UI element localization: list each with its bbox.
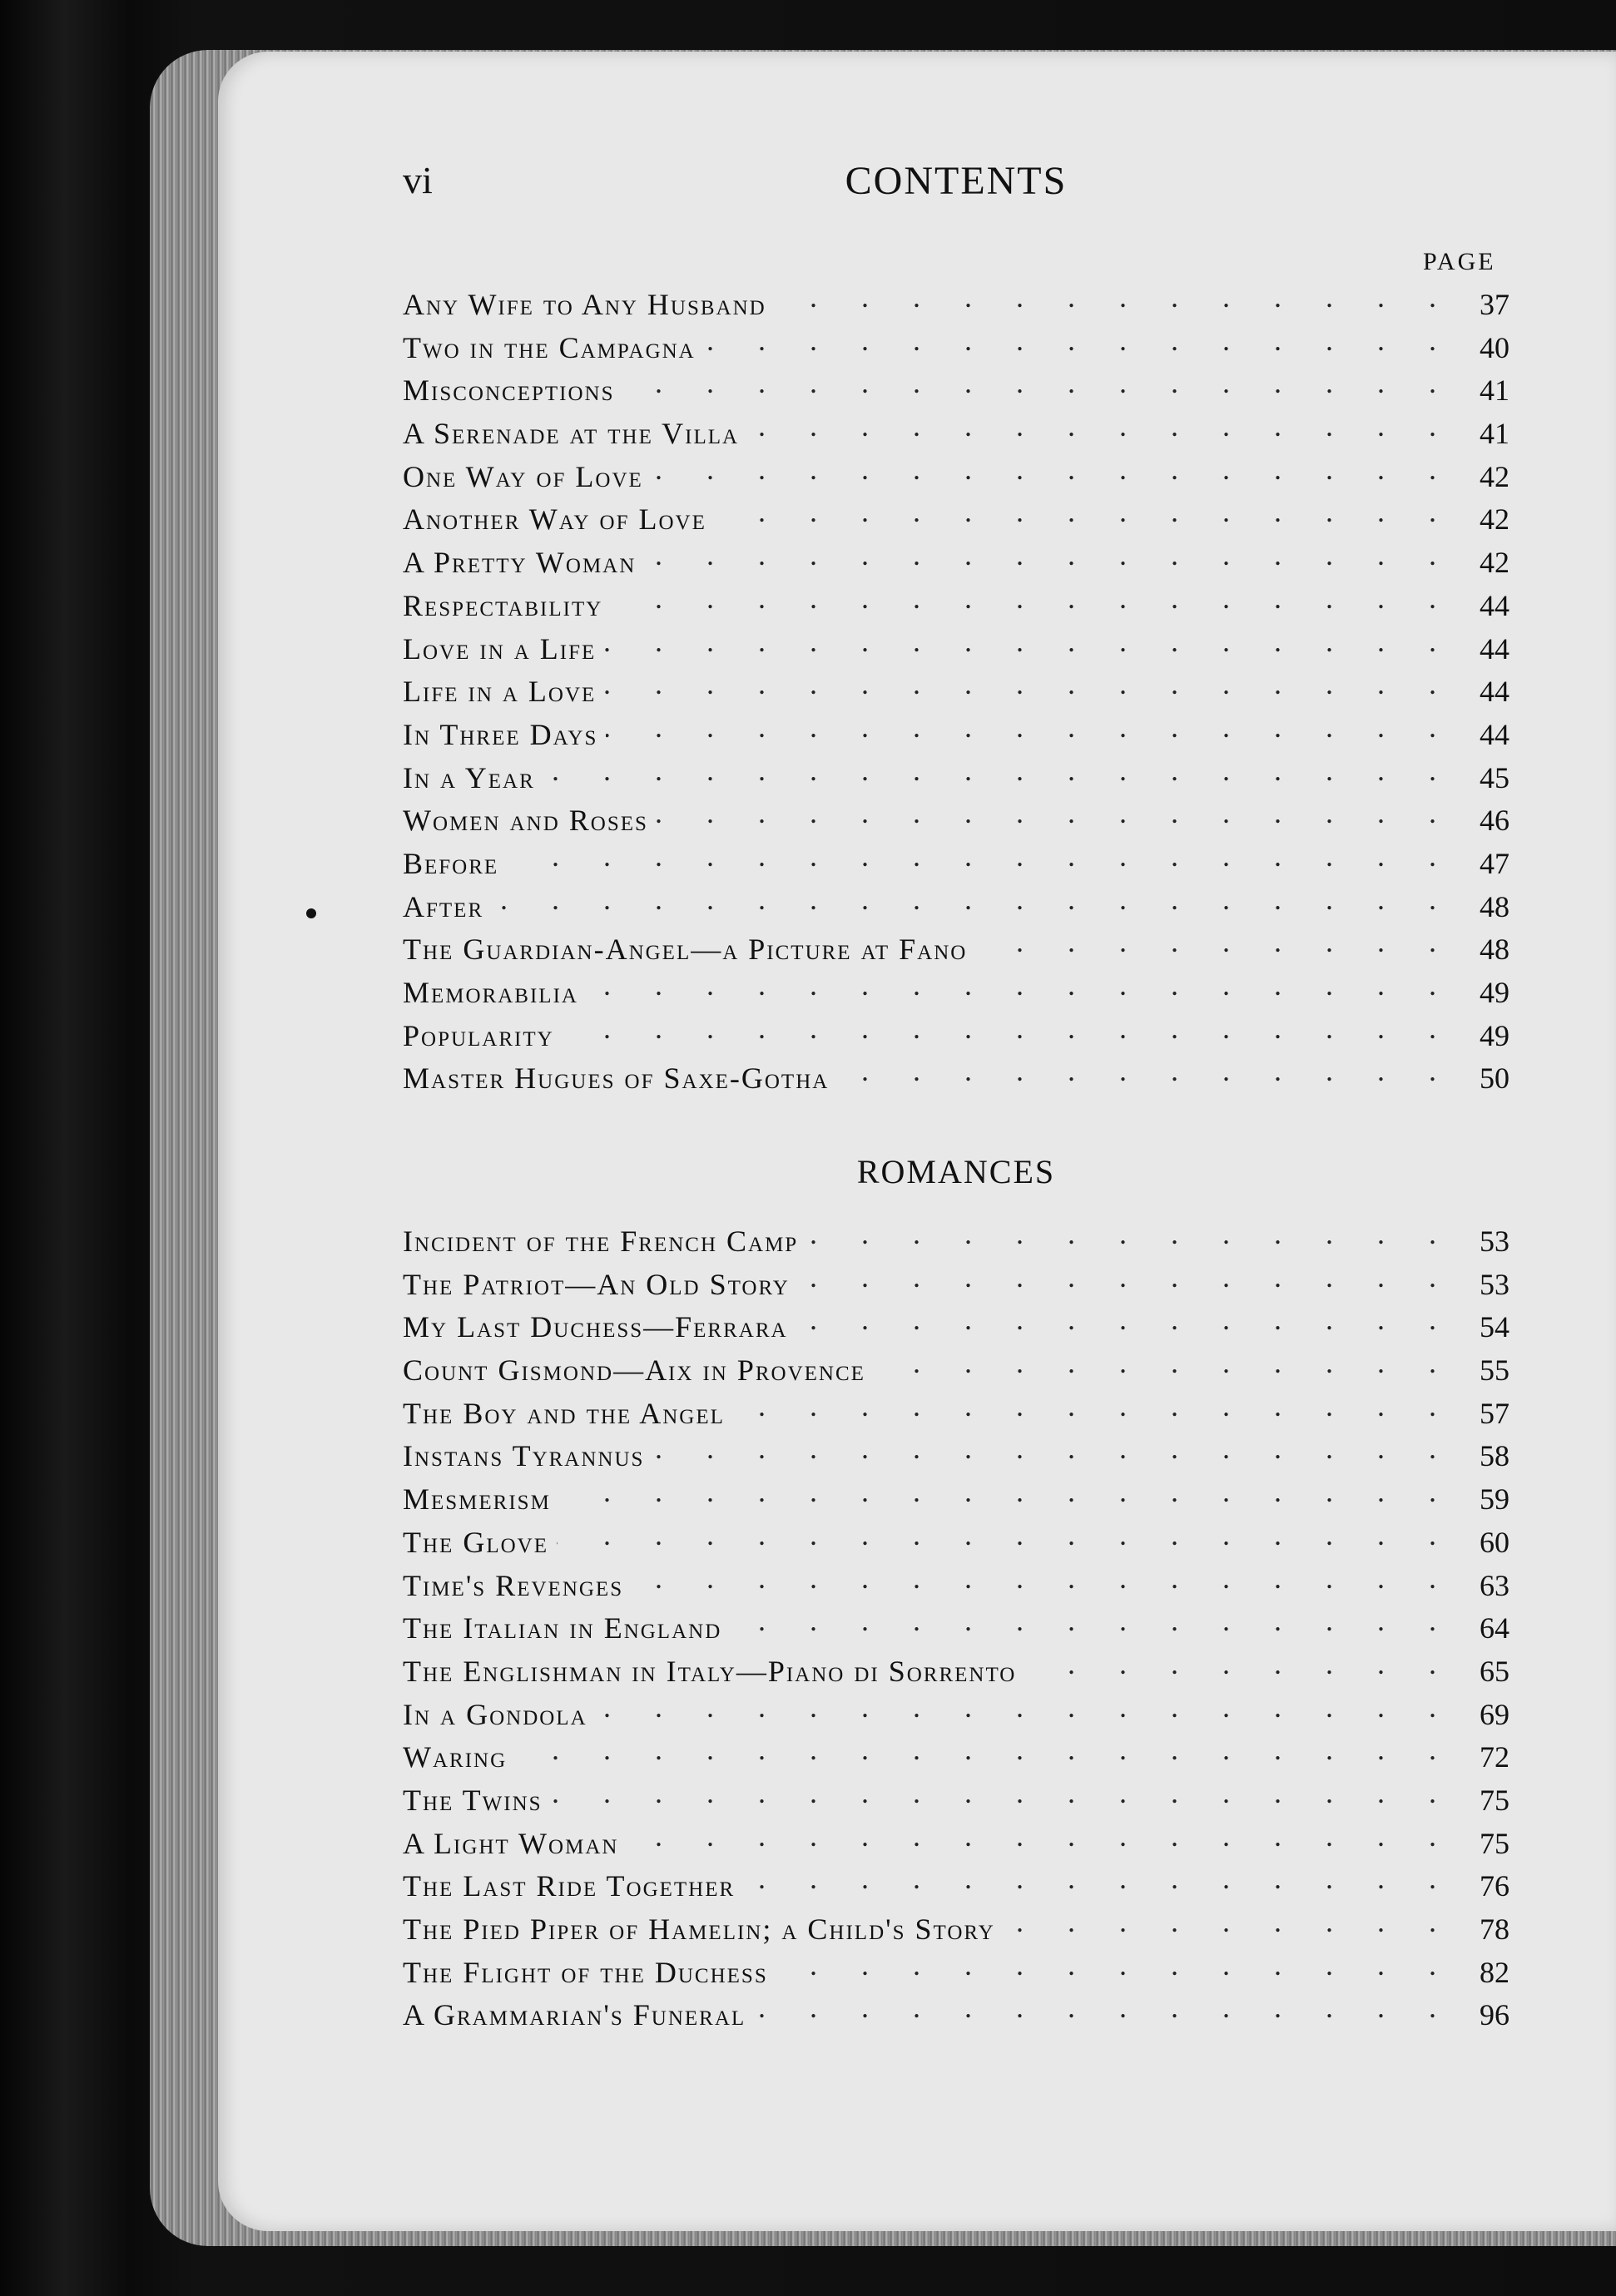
toc-entry-title: Another Way of Love: [403, 502, 706, 537]
toc-entry: [403, 494, 1509, 537]
toc-entry-title: Two in the Campagna: [403, 330, 696, 364]
toc-entry-title: Misconceptions: [403, 374, 615, 408]
page-title: CONTENTS: [845, 159, 1068, 203]
toc-entry-page-number: 75: [1480, 1826, 1509, 1860]
toc-entry-title: In a Year: [403, 760, 535, 794]
toc-entry-page-number: 78: [1480, 1913, 1509, 1946]
toc-entry: [403, 1388, 1509, 1432]
dot-leader: [632, 1561, 1455, 1596]
toc-entry-title: Memorabilia: [403, 976, 578, 1009]
toc-entry-page-number: 44: [1480, 631, 1509, 666]
toc-entry-title: The Last Ride Together: [403, 1869, 736, 1903]
toc-entry-page-number: 49: [1480, 976, 1509, 1009]
toc-entry-page-number: 58: [1480, 1439, 1509, 1473]
toc-entry-title: Love in a Life: [403, 631, 597, 666]
toc-entry: [403, 795, 1509, 839]
toc-list-romances: [403, 1216, 1509, 2033]
toc-entry-title: The Italian in England: [403, 1611, 722, 1645]
toc-entry: [403, 967, 1509, 1011]
dot-leader: [587, 967, 1455, 1002]
toc-entry-page-number: 42: [1480, 459, 1509, 493]
toc-entry-page-number: 57: [1480, 1396, 1509, 1430]
toc-entry-title: The Englishman in Italy—Piano di Sorrento: [403, 1654, 1017, 1688]
toc-entry: [403, 581, 1509, 624]
dot-leader: [492, 882, 1455, 917]
toc-entry: [403, 452, 1509, 495]
toc-entry-title: The Flight of the Duchess: [403, 1955, 768, 1989]
toc-entry: [403, 924, 1509, 967]
toc-entry: [403, 1990, 1509, 2033]
toc-entry-title: Waring: [403, 1740, 508, 1774]
toc-entry: [403, 753, 1509, 796]
toc-entry-title: The Twins: [403, 1783, 543, 1817]
dot-leader: [515, 1732, 1455, 1767]
toc-entry: [403, 1947, 1509, 1991]
toc-entry-title: Respectability: [403, 588, 603, 622]
dot-leader: [1024, 1646, 1455, 1681]
toc-entry: [403, 1431, 1509, 1474]
toc-entry-title: Count Gismond—Aix in Provence: [403, 1353, 865, 1388]
toc-entry-page-number: 40: [1480, 330, 1509, 364]
toc-entry-title: In Three Days: [403, 717, 598, 751]
dot-leader: [796, 1302, 1455, 1337]
dot-leader: [606, 710, 1455, 745]
toc-entry-title: A Grammarian's Funeral: [403, 1998, 746, 2032]
toc-entry-page-number: 47: [1480, 846, 1509, 880]
toc-entry: [403, 280, 1509, 323]
toc-entry: [403, 1775, 1509, 1818]
toc-entry: [403, 1818, 1509, 1862]
toc-entry-title: The Glove: [403, 1525, 548, 1559]
toc-entry-title: A Serenade at the Villa: [403, 417, 740, 451]
toc-entry-page-number: 96: [1480, 1998, 1509, 2032]
toc-entry: [403, 323, 1509, 366]
dot-leader: [611, 581, 1455, 616]
toc-entry-title: The Guardian-Angel—a Picture at Fano: [403, 933, 968, 967]
dot-leader: [604, 624, 1455, 659]
toc-entry: [403, 882, 1509, 925]
toc-entry-page-number: 41: [1480, 374, 1509, 408]
toc-entry-page-number: 44: [1480, 588, 1509, 622]
ink-mark: [306, 908, 316, 918]
dot-leader: [652, 452, 1455, 487]
dot-leader: [704, 323, 1455, 358]
page-column-label: PAGE: [1423, 248, 1496, 275]
dot-leader: [754, 1990, 1455, 2025]
toc-entry-page-number: 37: [1480, 288, 1509, 321]
toc-entry: [403, 1603, 1509, 1646]
dot-leader: [1004, 1904, 1455, 1939]
toc-entry-title: Life in a Love: [403, 675, 597, 709]
dot-leader: [559, 1474, 1455, 1509]
toc-entry: [403, 408, 1509, 452]
dot-leader: [775, 280, 1455, 314]
toc-entry: [403, 365, 1509, 408]
toc-entry-page-number: 42: [1480, 502, 1509, 537]
dot-leader: [507, 839, 1455, 873]
toc-entry-title: Women and Roses: [403, 804, 648, 838]
toc-entry-page-number: 44: [1480, 675, 1509, 709]
dot-leader: [557, 1517, 1455, 1552]
toc-entry-page-number: 53: [1480, 1267, 1509, 1301]
toc-entry-page-number: 49: [1480, 1018, 1509, 1052]
toc-entry-title: The Boy and the Angel: [403, 1396, 725, 1430]
toc-entry-title: Mesmerism: [403, 1482, 551, 1517]
toc-entry-page-number: 76: [1480, 1869, 1509, 1903]
toc-entry: [403, 537, 1509, 581]
dot-leader: [551, 1775, 1455, 1810]
toc-entry-title: A Pretty Woman: [403, 546, 637, 580]
toc-entry: [403, 1345, 1509, 1388]
toc-entry: [403, 1302, 1509, 1345]
toc-entry-title: Any Wife to Any Husband: [403, 288, 766, 321]
toc-entry-page-number: 54: [1480, 1310, 1509, 1344]
folio-number: vi: [403, 159, 433, 201]
dot-leader: [743, 1861, 1455, 1896]
toc-entry-page-number: 69: [1480, 1697, 1509, 1731]
toc-entry: [403, 1904, 1509, 1947]
toc-entry: [403, 1561, 1509, 1604]
toc-entry-title: The Patriot—An Old Story: [403, 1267, 790, 1301]
toc-entry: [403, 1011, 1509, 1054]
toc-entry-title: Incident of the French Camp: [403, 1225, 799, 1258]
toc-entry-title: Time's Revenges: [403, 1568, 624, 1602]
toc-entry-page-number: 64: [1480, 1611, 1509, 1645]
toc-entry-page-number: 63: [1480, 1568, 1509, 1602]
toc-entry-page-number: 44: [1480, 717, 1509, 751]
toc-entry-page-number: 45: [1480, 760, 1509, 794]
toc-entry: [403, 1646, 1509, 1690]
dot-leader: [837, 1053, 1455, 1088]
toc-entry: [403, 666, 1509, 710]
toc-entry-page-number: 65: [1480, 1654, 1509, 1688]
dot-leader: [652, 1431, 1455, 1466]
toc-entry-page-number: 50: [1480, 1061, 1509, 1096]
toc-entry: [403, 1690, 1509, 1733]
dot-leader: [975, 924, 1455, 959]
dot-leader: [622, 365, 1455, 400]
toc-entry-page-number: 82: [1480, 1955, 1509, 1989]
toc-entry: [403, 1517, 1509, 1561]
toc-entry: [403, 1474, 1509, 1517]
toc-entry-page-number: 59: [1480, 1482, 1509, 1517]
toc-entry-title: After: [403, 889, 484, 923]
toc-entry-page-number: 60: [1480, 1525, 1509, 1559]
dot-leader: [806, 1216, 1455, 1251]
dot-leader: [798, 1259, 1455, 1294]
toc-entry-page-number: 42: [1480, 546, 1509, 580]
dot-leader: [730, 1603, 1455, 1638]
section-heading: ROMANCES: [856, 1153, 1056, 1190]
toc-entry-page-number: 46: [1480, 804, 1509, 838]
toc-entry-title: The Pied Piper of Hamelin; a Child's Story: [403, 1913, 995, 1946]
toc-entry-title: One Way of Love: [403, 459, 643, 493]
toc-entry-title: Popularity: [403, 1018, 554, 1052]
toc-entry-page-number: 53: [1480, 1225, 1509, 1258]
dot-leader: [657, 795, 1455, 830]
toc-entry: [403, 839, 1509, 882]
dot-leader: [733, 1388, 1455, 1423]
toc-entry-page-number: 48: [1480, 933, 1509, 967]
dot-leader: [715, 494, 1455, 529]
toc-entry: [403, 1053, 1509, 1096]
toc-entry-page-number: 75: [1480, 1783, 1509, 1817]
dot-leader: [596, 1690, 1455, 1724]
toc-entry-page-number: 48: [1480, 889, 1509, 923]
dot-leader: [627, 1818, 1455, 1853]
toc-entry-page-number: 41: [1480, 417, 1509, 451]
toc-list-main: [403, 280, 1509, 1096]
toc-entry-page-number: 55: [1480, 1353, 1509, 1388]
toc-entry-page-number: 72: [1480, 1740, 1509, 1774]
toc-entry-title: In a Gondola: [403, 1697, 587, 1731]
dot-leader: [874, 1345, 1455, 1380]
toc-entry-title: Before: [403, 846, 499, 880]
toc-entry: [403, 1216, 1509, 1259]
toc-entry: [403, 1861, 1509, 1904]
dot-leader: [776, 1947, 1455, 1982]
dot-leader: [747, 408, 1455, 443]
toc-entry: [403, 1732, 1509, 1775]
toc-entry-title: A Light Woman: [403, 1826, 619, 1860]
dot-leader: [644, 537, 1455, 572]
toc-entry: [403, 710, 1509, 753]
dot-leader: [543, 753, 1455, 788]
toc-entry-title: Instans Tyrannus: [403, 1439, 645, 1473]
toc-entry: [403, 624, 1509, 667]
toc-entry: [403, 1259, 1509, 1303]
toc-entry-title: Master Hugues of Saxe-Gotha: [403, 1061, 830, 1096]
running-head: [403, 158, 1509, 225]
toc-entry-title: My Last Duchess—Ferrara: [403, 1310, 788, 1344]
dot-leader: [563, 1011, 1455, 1046]
dot-leader: [604, 666, 1455, 701]
